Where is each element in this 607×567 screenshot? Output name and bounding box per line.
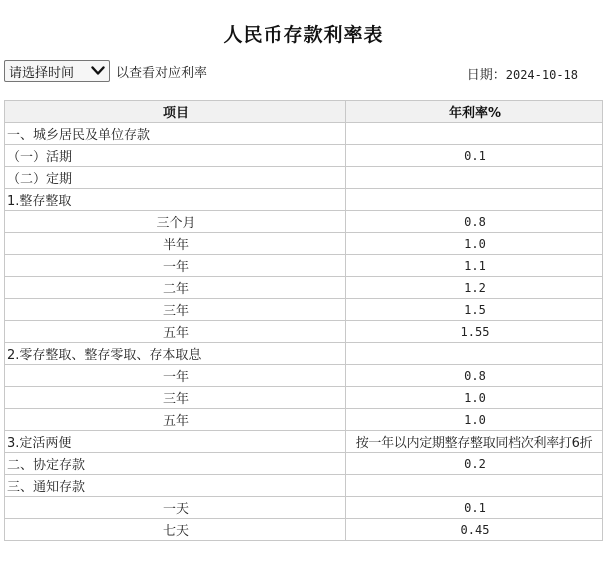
table-row	[5, 497, 603, 519]
item-cell: 三年	[5, 387, 346, 409]
rate-cell	[346, 475, 603, 497]
period-select[interactable]	[4, 60, 110, 82]
rate-cell	[346, 343, 603, 365]
table-row	[5, 365, 603, 387]
table-row	[5, 343, 603, 365]
item-cell: 3.定活两便	[5, 431, 346, 453]
rate-cell	[346, 189, 603, 211]
rate-cell: 1.5	[346, 299, 603, 321]
item-cell: 五年	[5, 409, 346, 431]
chevron-down-icon	[90, 63, 106, 79]
item-cell: 一年	[5, 365, 346, 387]
rate-cell: 1.0	[346, 233, 603, 255]
item-cell: 二、协定存款	[5, 453, 346, 475]
table-row	[5, 299, 603, 321]
date-value: 2024-10-18	[505, 68, 578, 82]
table-row	[5, 453, 603, 475]
table-row	[5, 145, 603, 167]
table-row	[5, 255, 603, 277]
table-header-row	[5, 101, 603, 123]
table-row	[5, 189, 603, 211]
table-row	[5, 387, 603, 409]
table-row	[5, 519, 603, 541]
item-cell: 三年	[5, 299, 346, 321]
rate-cell: 按一年以内定期整存整取同档次利率打6折	[346, 431, 603, 453]
toolbar	[4, 60, 600, 82]
table-row	[5, 431, 603, 453]
rate-table-body	[5, 123, 603, 541]
rate-cell: 1.0	[346, 409, 603, 431]
rate-cell: 0.45	[346, 519, 603, 541]
table-row	[5, 233, 603, 255]
rate-table	[4, 100, 603, 541]
rate-cell: 0.1	[346, 145, 603, 167]
table-row	[5, 409, 603, 431]
item-cell: 1.整存整取	[5, 189, 346, 211]
rate-cell: 1.1	[346, 255, 603, 277]
page-title: 人民币存款利率表	[223, 24, 384, 46]
item-column-header: 项目	[5, 101, 346, 123]
rate-cell: 0.8	[346, 365, 603, 387]
item-cell: （二）定期	[5, 167, 346, 189]
rate-column-header: 年利率%	[346, 101, 603, 123]
item-cell: 七天	[5, 519, 346, 541]
item-cell: 2.零存整取、整存零取、存本取息	[5, 343, 346, 365]
date-display	[467, 64, 578, 83]
date-label: 日期：	[466, 68, 506, 83]
item-cell: 二年	[5, 277, 346, 299]
select-hint: 以查看对应利率	[116, 66, 208, 81]
item-cell: 三、通知存款	[5, 475, 346, 497]
item-cell: 三个月	[5, 211, 346, 233]
rate-cell: 0.1	[346, 497, 603, 519]
table-row	[5, 475, 603, 497]
table-row	[5, 167, 603, 189]
table-row	[5, 123, 603, 145]
period-select-value: 请选择时间	[9, 65, 75, 81]
rate-cell	[346, 167, 603, 189]
rate-cell: 0.8	[346, 211, 603, 233]
item-cell: 一年	[5, 255, 346, 277]
rate-cell: 1.55	[346, 321, 603, 343]
rate-cell: 1.2	[346, 277, 603, 299]
table-row	[5, 277, 603, 299]
item-cell: 五年	[5, 321, 346, 343]
rate-cell: 0.2	[346, 453, 603, 475]
item-cell: 半年	[5, 233, 346, 255]
rate-cell	[346, 123, 603, 145]
table-row	[5, 321, 603, 343]
rate-cell: 1.0	[346, 387, 603, 409]
item-cell: （一）活期	[5, 145, 346, 167]
table-row	[5, 211, 603, 233]
item-cell: 一天	[5, 497, 346, 519]
item-cell: 一、城乡居民及单位存款	[5, 123, 346, 145]
